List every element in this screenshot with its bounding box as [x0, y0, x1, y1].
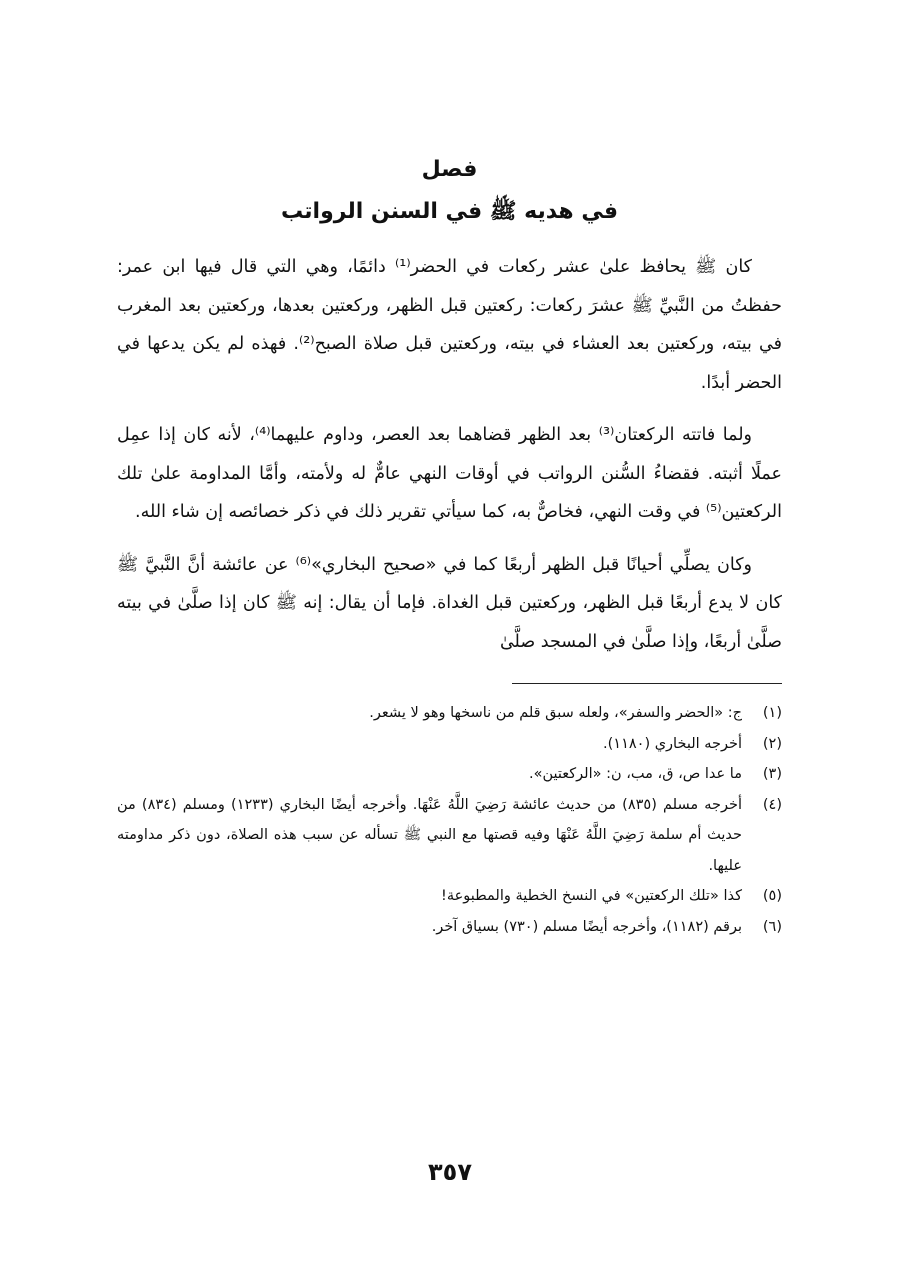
footnote-6: [117, 912, 782, 943]
page-body: [117, 150, 782, 942]
footnote-number: (٢): [762, 735, 782, 752]
paragraph-1: كان ﷺ يحافظ علىٰ عشر ركعات في الحضر⁽¹⁾ دائمًا، وهي التي قال فيها ابن عمر: حفظتُ من النَّبيِّ ﷺ عشرَ ركعات: ركعتين قبل الظهر، وركعتين بعدها، وركعتين بعد المغرب في بيته، وركعتين بعد العشاء في بيته، وركعتين قبل صلاة الصبح⁽²⁾. فهذه لم يكن يدعها في الحضر أبدًا.: [117, 257, 782, 393]
footnote-divider: [512, 683, 782, 684]
footnote-number: (٥): [762, 888, 782, 904]
footnote-1: [117, 698, 782, 729]
footnote-number: (٣): [762, 766, 782, 782]
footnote-4: [117, 790, 782, 882]
footnote-text: أخرجه البخاري (١١٨٠).: [603, 735, 742, 752]
footnote-number: (١): [762, 705, 782, 721]
footnote-number: (٤): [762, 796, 782, 813]
footnote-text: ما عدا ص، ق، مب، ن: «الركعتين».: [529, 766, 742, 782]
section-title: فصل: [421, 157, 478, 182]
page-number: ٣٥٧: [428, 1158, 472, 1186]
footnote-number: (٦): [762, 918, 782, 935]
footnote-text: أخرجه مسلم (٨٣٥) من حديث عائشة رَضِيَ اللَّهُ عَنْهَا. وأخرجه أيضًا البخاري (١٢٣٣) ومسلم (٨٣٤) من حديث أم سلمة رَضِيَ اللَّهُ عَنْهَا وفيه قصتها مع النبي ﷺ تسأله عن سبب هذه الصلاة، دون ذكر مداومته عليها.: [117, 796, 742, 874]
footnote-3: [117, 759, 782, 790]
footnote-5: [117, 881, 782, 912]
section-subtitle: في هديه ﷺ في السنن الرواتب: [281, 199, 618, 224]
footnote-text: ج: «الحضر والسفر»، ولعله سبق قلم من ناسخها وهو لا يشعر.: [369, 705, 742, 721]
footnote-2: [117, 729, 782, 760]
footnotes-list: [117, 698, 782, 942]
paragraph-2: ولما فاتته الركعتان⁽³⁾ بعد الظهر قضاهما بعد العصر، وداوم عليهما⁽⁴⁾، لأنه كان إذا عمِل عملًا أثبته. فقضاءُ السُّنن الرواتب في أوقات النهي عامٌّ له ولأمته، وأمَّا المداومة علىٰ تلك الركعتين⁽⁵⁾ في وقت النهي، فخاصٌّ به، كما سيأتي تقرير ذلك في ذكر خصائصه إن شاء الله.: [117, 425, 782, 522]
paragraph-3: وكان يصلِّي أحيانًا قبل الظهر أربعًا كما في «صحيح البخاري»⁽⁶⁾ عن عائشة أنَّ النَّبيَّ ﷺ كان لا يدع أربعًا قبل الظهر، وركعتين قبل الغداة. فإما أن يقال: إنه ﷺ كان إذا صلَّىٰ في بيته صلَّىٰ أربعًا، وإذا صلَّىٰ في المسجد صلَّىٰ: [117, 554, 782, 652]
footnote-text: برقم (١١٨٢)، وأخرجه أيضًا مسلم (٧٣٠) بسياق آخر.: [431, 918, 742, 935]
footnote-text: كذا «تلك الركعتين» في النسخ الخطية والمطبوعة!: [441, 888, 742, 904]
